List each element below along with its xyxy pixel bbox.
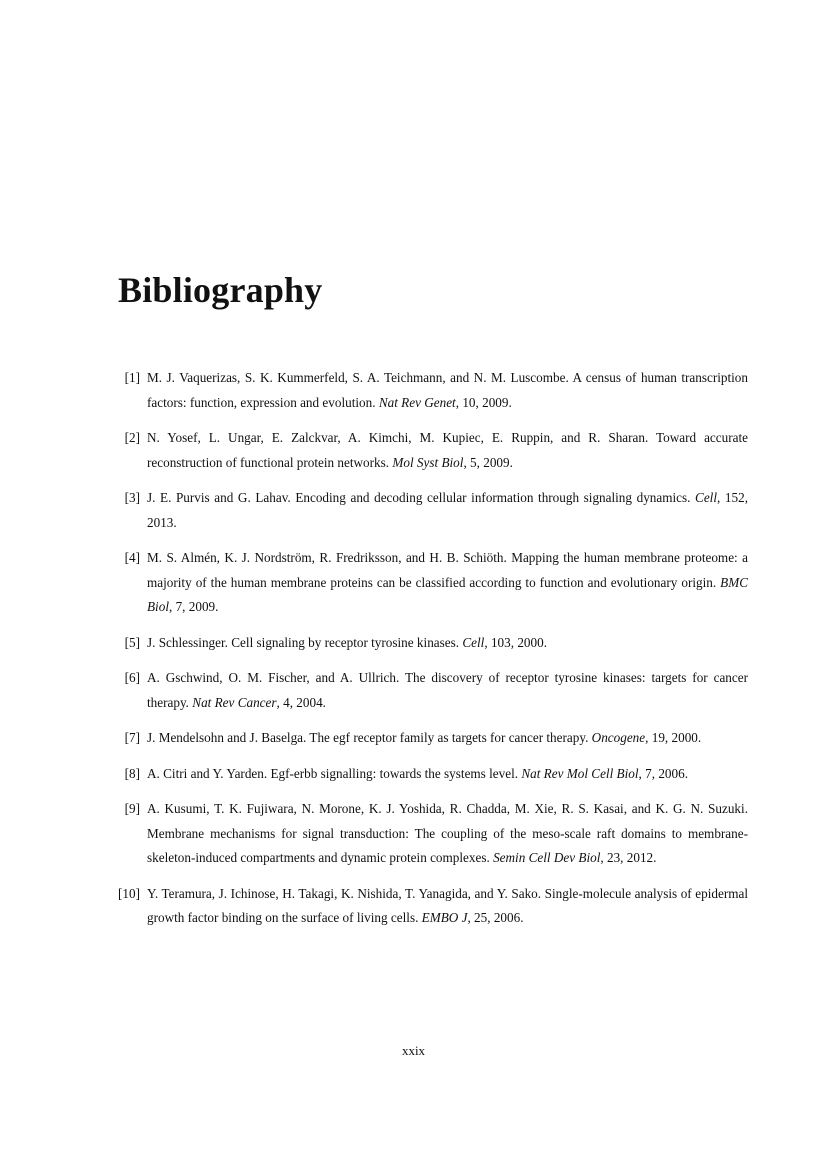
reference-details: , 19, 2000. xyxy=(645,730,702,745)
reference-journal: BMC Biol xyxy=(147,574,748,614)
reference-details: , 7, 2006. xyxy=(638,765,688,781)
reference-journal: Nat Rev Cancer xyxy=(192,694,277,710)
reference-details: , 25, 2006. xyxy=(467,910,524,925)
reference-number: [10] xyxy=(118,885,140,901)
reference-number: [4] xyxy=(124,550,140,565)
reference-text: J. Mendelsohn and J. Baselga. The egf receptor family as targets for cancer therapy. xyxy=(147,730,592,745)
reference-number: [1] xyxy=(124,370,140,385)
reference-entry xyxy=(118,726,748,751)
reference-entry xyxy=(118,366,748,415)
reference-details: , 5, 2009. xyxy=(463,454,513,470)
bibliography-list xyxy=(118,366,748,942)
reference-text: A. Kusumi, T. K. Fujiwara, N. Morone, K. J. Yoshida, R. Chadda, M. Xie, R. S. Kasai, and K. G. N. Suzuki. Membrane mechanisms for signal transduction: The coupling of the meso-scale raft domains to membrane-skeleton-induced compartments and dynamic protein complexes. xyxy=(147,801,748,865)
reference-text: J. E. Purvis and G. Lahav. Encoding and decoding cellular information through signaling dynamics. xyxy=(147,490,696,505)
reference-text: A. Gschwind, O. M. Fischer, and A. Ullrich. The discovery of receptor tyrosine kinases: targets for cancer therapy. xyxy=(147,670,748,710)
reference-entry xyxy=(118,882,748,931)
reference-details: , 4, 2004. xyxy=(276,694,326,710)
reference-text: M. J. Vaquerizas, S. K. Kummerfeld, S. A. Teichmann, and N. M. Luscombe. A census of human transcription factors: function, expression and evolution. xyxy=(147,370,748,410)
reference-number: [7] xyxy=(124,730,140,745)
reference-entry xyxy=(118,666,748,715)
reference-journal: Mol Syst Biol xyxy=(392,454,464,470)
reference-number: [2] xyxy=(124,430,140,445)
reference-number: [8] xyxy=(124,765,140,781)
reference-journal: Cell xyxy=(695,490,718,505)
reference-entry xyxy=(118,797,748,871)
reference-journal: Semin Cell Dev Biol xyxy=(493,850,601,865)
reference-number: [9] xyxy=(124,801,140,816)
reference-details: , 7, 2009. xyxy=(168,599,219,614)
reference-details: , 103, 2000. xyxy=(484,634,547,650)
page-number: xxix xyxy=(401,1043,426,1058)
reference-details: , 152, 2013. xyxy=(147,490,748,530)
reference-journal: Nat Rev Genet xyxy=(378,394,456,410)
reference-number: [5] xyxy=(124,634,140,650)
reference-details: , 10, 2009. xyxy=(455,394,512,410)
reference-text: N. Yosef, L. Ungar, E. Zalckvar, A. Kimchi, M. Kupiec, E. Ruppin, and R. Sharan. Toward accurate reconstruction of functional protein networks. xyxy=(147,430,748,470)
reference-details: , 23, 2012. xyxy=(600,850,657,865)
reference-journal: Cell xyxy=(462,634,485,650)
reference-journal: Nat Rev Mol Cell Biol xyxy=(521,765,639,781)
reference-journal: Oncogene xyxy=(591,730,646,745)
reference-number: [6] xyxy=(124,670,140,685)
reference-entry xyxy=(118,426,748,475)
reference-text: J. Schlessinger. Cell signaling by receptor tyrosine kinases. xyxy=(147,634,463,650)
reference-entry xyxy=(118,486,748,535)
reference-number: [3] xyxy=(124,490,140,505)
reference-entry xyxy=(118,631,748,656)
reference-text: Y. Teramura, J. Ichinose, H. Takagi, K. Nishida, T. Yanagida, and Y. Sako. Single-molecule analysis of epidermal growth factor binding on the surface of living cells. xyxy=(147,885,748,925)
reference-entry xyxy=(118,762,748,787)
reference-journal: EMBO J xyxy=(421,910,468,925)
chapter-title: Bibliography xyxy=(118,270,323,310)
reference-text: M. S. Almén, K. J. Nordström, R. Fredriksson, and H. B. Schiöth. Mapping the human membrane proteome: a majority of the human membrane proteins can be classified according to function and evolutionary origin. xyxy=(147,550,748,590)
reference-entry xyxy=(118,546,748,620)
reference-text: A. Citri and Y. Yarden. Egf-erbb signalling: towards the systems level. xyxy=(147,765,522,781)
